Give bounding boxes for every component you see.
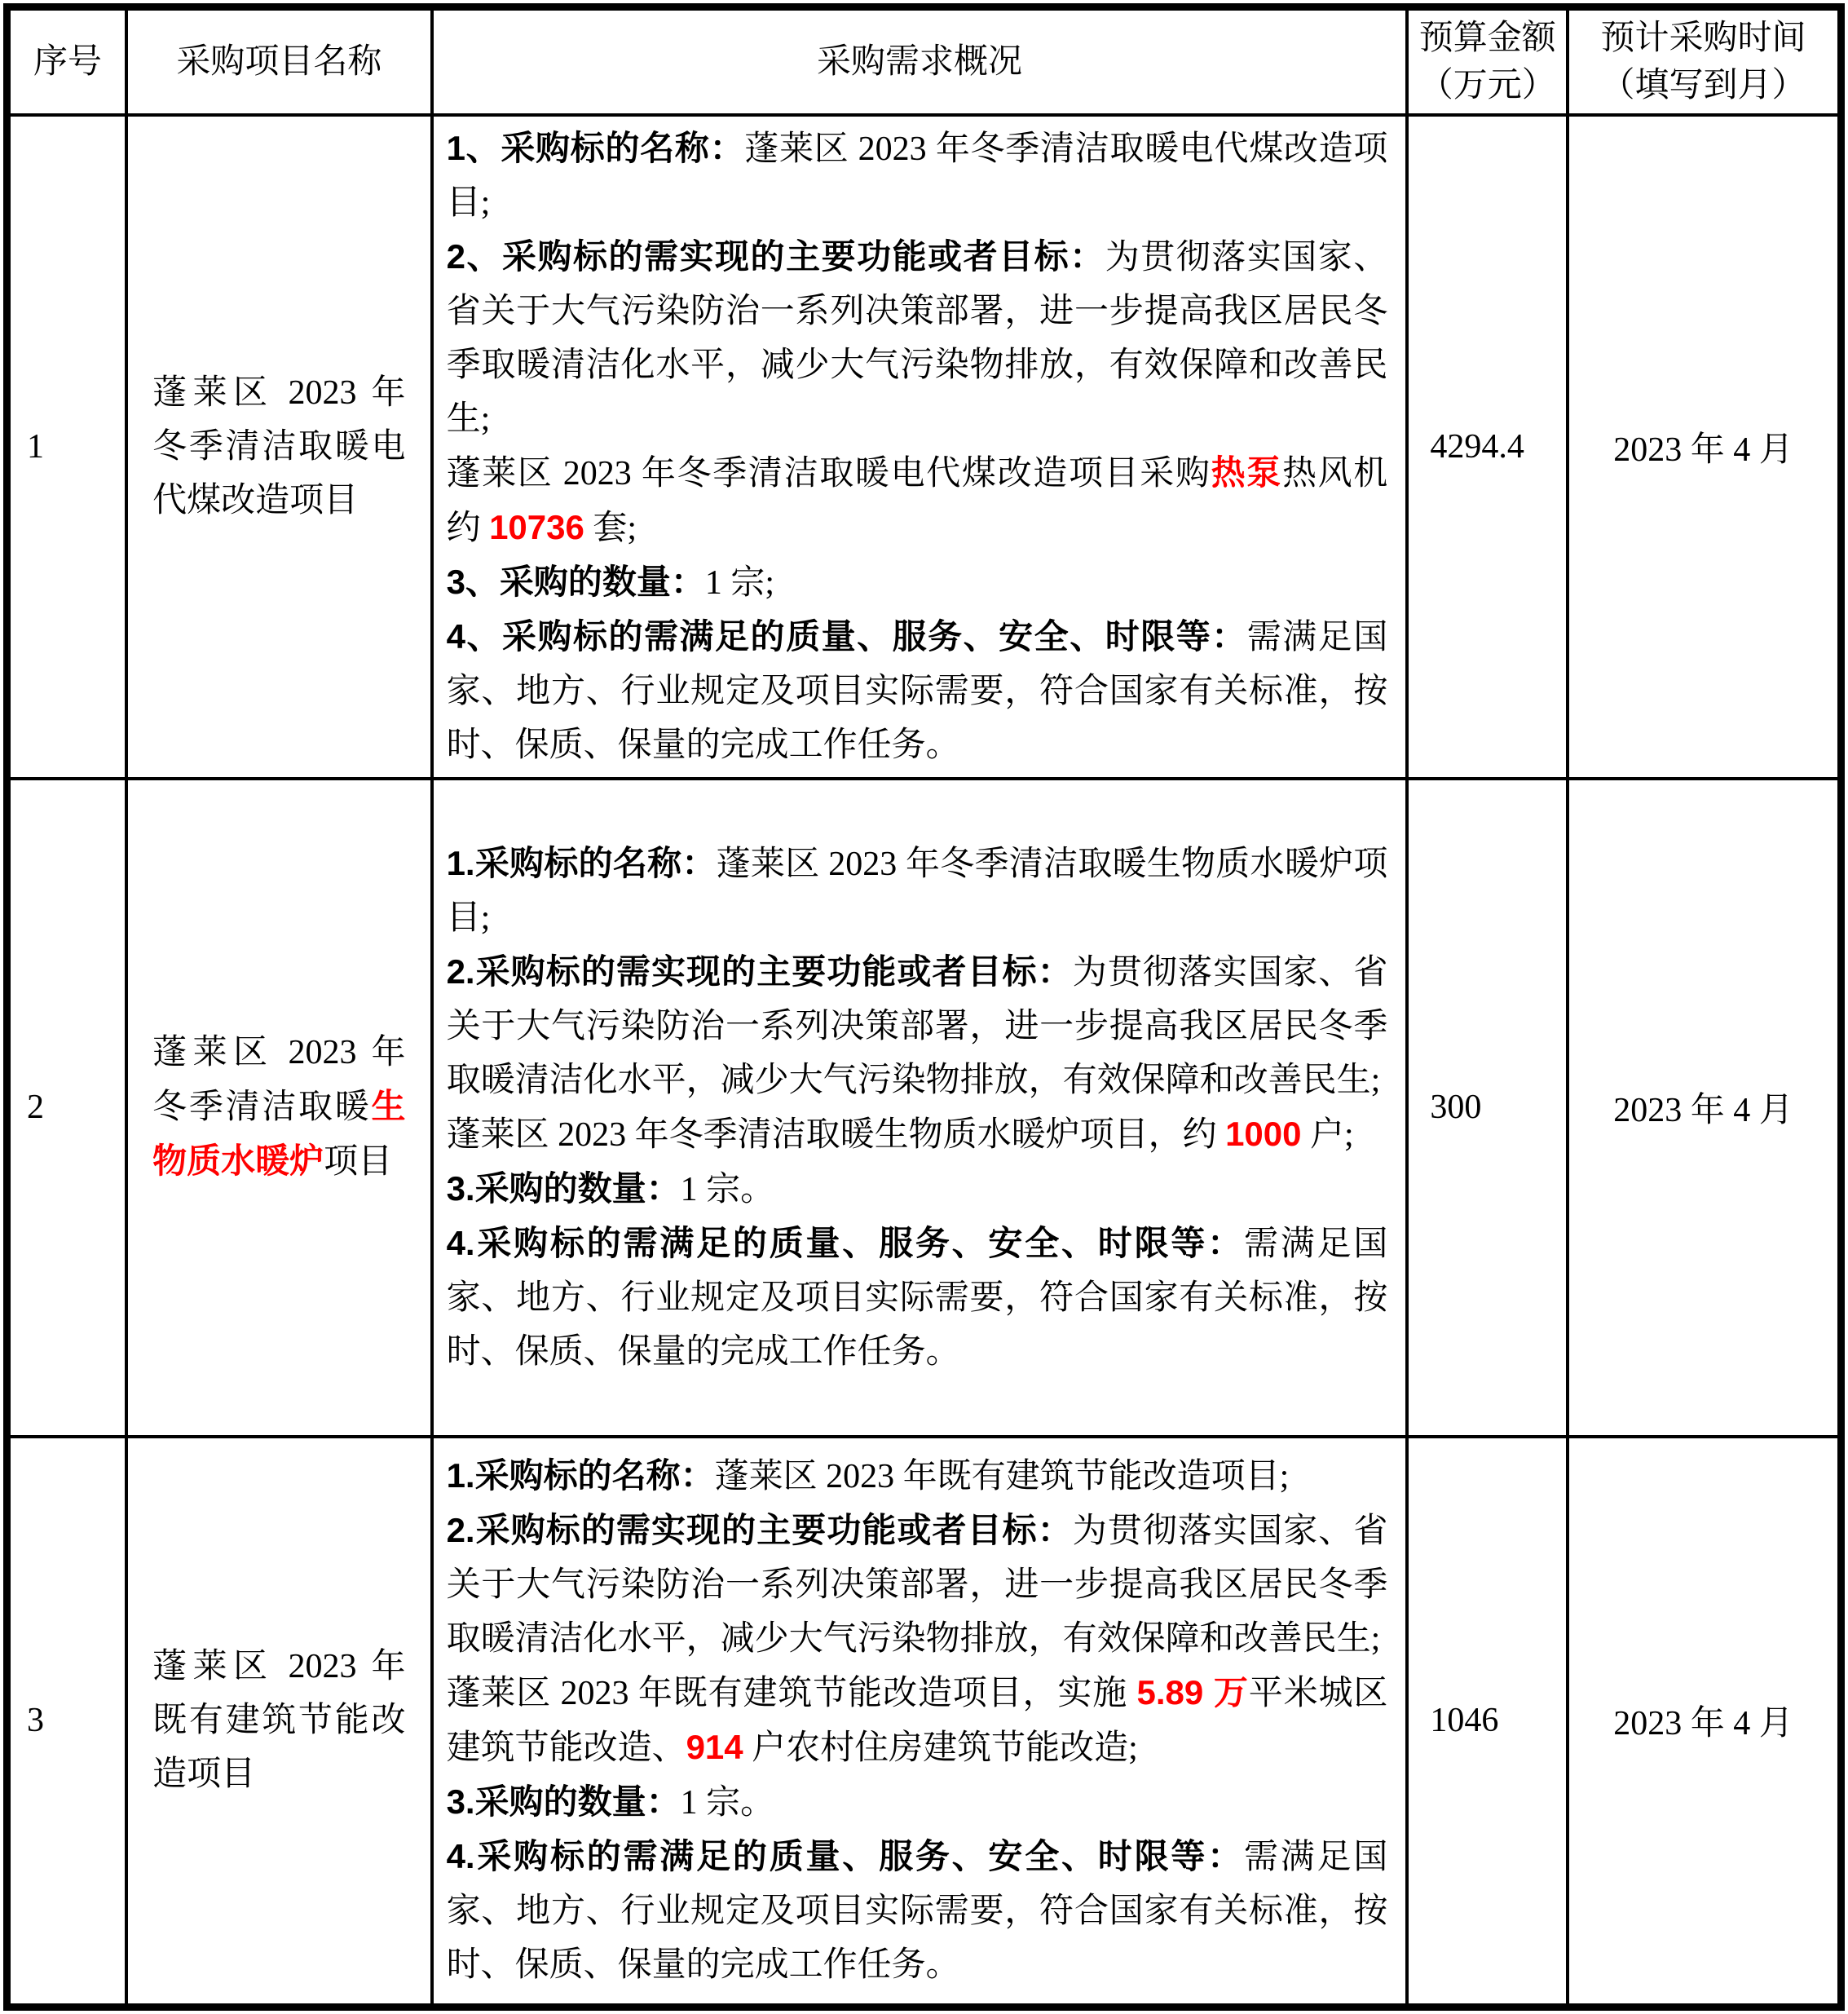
- text-segment: 为贯彻落实国家、省关于大气污染防治一系列决策部署，进一步提高我区居民冬季取暖清洁化水平，减少大气污染物排放，有效保障和改善民生;: [446, 953, 1388, 1099]
- highlighted-text-segment: 热泵: [1211, 453, 1282, 492]
- text-segment: 蓬莱区 2023 年冬季清洁取暖电代煤改造项目: [152, 373, 406, 519]
- project-name-cell: [126, 779, 431, 1437]
- column-header-serial: 序号: [7, 7, 127, 115]
- overview-paragraph: [447, 945, 1388, 1107]
- text-segment: 户;: [1301, 1115, 1354, 1154]
- project-name-cell: [126, 1437, 431, 2007]
- time-header-line2: （填写到月）: [1600, 66, 1806, 104]
- overview-paragraph: [447, 121, 1388, 230]
- text-segment: 1 宗。: [680, 1784, 775, 1822]
- project-name-text: [152, 1026, 405, 1189]
- text-segment: 需满足国家、地方、行业规定及项目实际需要，符合国家有关标准，按时、保质、保量的完成工作任务。: [446, 618, 1388, 764]
- budget-header-line2: （万元）: [1418, 66, 1556, 104]
- overview-paragraph: [447, 230, 1388, 446]
- bold-label-segment: 4.采购标的需满足的质量、服务、安全、时限等：: [446, 1223, 1244, 1262]
- time-cell: 2023 年 4 月: [1568, 779, 1841, 1437]
- text-segment: 蓬莱区 2023 年冬季清洁取暖生物质水暖炉项目;: [446, 845, 1388, 937]
- text-segment: 1 宗。: [680, 1170, 775, 1208]
- overview-paragraph: [447, 610, 1388, 772]
- column-header-project-name: 采购项目名称: [126, 7, 431, 115]
- overview-paragraph: [447, 1162, 1388, 1217]
- project-name-text: [152, 366, 405, 528]
- text-segment: 蓬莱区 2023 年冬季清洁取暖电代煤改造项目采购: [446, 454, 1211, 492]
- table-row: [7, 115, 1841, 779]
- time-cell: 2023 年 4 月: [1568, 115, 1841, 779]
- bold-label-segment: 2.采购标的需实现的主要功能或者目标：: [446, 1511, 1073, 1550]
- overview-paragraph: [447, 837, 1388, 945]
- budget-header-line1: 预算金额: [1418, 19, 1556, 57]
- highlighted-text-segment: 生物质水暖炉: [152, 1087, 406, 1180]
- text-segment: 蓬莱区 2023 年冬季清洁取暖生物质水暖炉项目，约: [446, 1115, 1226, 1154]
- text-segment: 项目: [324, 1143, 393, 1181]
- bold-label-segment: 2.采购标的需实现的主要功能或者目标：: [446, 952, 1073, 991]
- bold-label-segment: 3.采购的数量：: [446, 1782, 681, 1822]
- highlighted-text-segment: 914: [686, 1728, 743, 1767]
- overview-cell: [432, 1437, 1408, 2007]
- text-segment: 户农村住房建筑节能改造;: [743, 1729, 1138, 1768]
- time-cell: 2023 年 4 月: [1568, 1437, 1841, 2007]
- bold-label-segment: 3、采购的数量：: [446, 562, 705, 601]
- budget-cell: 300: [1407, 779, 1568, 1437]
- text-segment: 为贯彻落实国家、省关于大气污染防治一系列决策部署，进一步提高我区居民冬季取暖清洁化水平，减少大气污染物排放，有效保障和改善民生;: [446, 238, 1388, 438]
- time-header-line1: 预计采购时间: [1600, 19, 1806, 57]
- overview-cell: [432, 115, 1408, 779]
- text-segment: 蓬莱区 2023 年冬季清洁取暖: [152, 1034, 406, 1126]
- procurement-table: [3, 3, 1845, 2011]
- text-segment: 平米城区建筑节能改造、: [446, 1675, 1388, 1768]
- overview-paragraph: [447, 1449, 1388, 1504]
- overview-paragraph: [447, 1504, 1388, 1666]
- serial-cell: 2: [7, 779, 127, 1437]
- overview-paragraph: [447, 446, 1388, 555]
- bold-label-segment: 4.采购标的需满足的质量、服务、安全、时限等：: [446, 1837, 1244, 1876]
- bold-label-segment: 1.采购标的名称：: [446, 1456, 715, 1495]
- text-segment: 蓬莱区 2023 年既有建筑节能改造项目;: [714, 1458, 1290, 1496]
- text-segment: 套;: [584, 509, 637, 547]
- column-header-overview: 采购需求概况: [432, 7, 1408, 115]
- text-segment: 需满足国家、地方、行业规定及项目实际需要，符合国家有关标准，按时、保质、保量的完成工作任务。: [446, 1225, 1388, 1371]
- overview-paragraph: [447, 1107, 1388, 1162]
- highlighted-text-segment: 1000: [1225, 1114, 1302, 1153]
- highlighted-text-segment: 5.89 万: [1136, 1673, 1249, 1712]
- text-segment: 为贯彻落实国家、省关于大气污染防治一系列决策部署，进一步提高我区居民冬季取暖清洁化水平，减少大气污染物排放，有效保障和改善民生;: [446, 1513, 1388, 1658]
- text-segment: 蓬莱区 2023 年既有建筑节能改造项目，实施: [446, 1675, 1137, 1713]
- budget-cell: 1046: [1407, 1437, 1568, 2007]
- bold-label-segment: 2、采购标的需实现的主要功能或者目标：: [446, 236, 1105, 276]
- project-name-cell: [126, 115, 431, 779]
- serial-cell: 1: [7, 115, 127, 779]
- bold-label-segment: 4、采购标的需满足的质量、服务、安全、时限等：: [446, 616, 1247, 656]
- column-header-time: [1568, 7, 1841, 115]
- table-row: [7, 1437, 1841, 2007]
- overview-paragraph: [447, 1775, 1388, 1830]
- overview-cell: [432, 779, 1408, 1437]
- bold-label-segment: 1、采购标的名称：: [446, 128, 745, 167]
- table-row: [7, 779, 1841, 1437]
- text-segment: 1 宗;: [704, 563, 775, 602]
- overview-paragraph: [447, 1666, 1388, 1775]
- overview-paragraph: [447, 1217, 1388, 1379]
- serial-cell: 3: [7, 1437, 127, 2007]
- highlighted-text-segment: 10736: [489, 507, 584, 546]
- bold-label-segment: 1.采购标的名称：: [446, 843, 717, 882]
- text-segment: 热风机约: [446, 454, 1388, 547]
- overview-paragraph: [447, 1830, 1388, 1992]
- overview-paragraph: [447, 555, 1388, 610]
- column-header-budget: [1407, 7, 1568, 115]
- header-row: [7, 7, 1841, 115]
- project-name-text: [152, 1640, 405, 1801]
- text-segment: 需满足国家、地方、行业规定及项目实际需要，符合国家有关标准，按时、保质、保量的完成工作任务。: [446, 1839, 1388, 1985]
- bold-label-segment: 3.采购的数量：: [446, 1168, 681, 1208]
- text-segment: 蓬莱区 2023 年既有建筑节能改造项目: [152, 1648, 406, 1794]
- budget-cell: 4294.4: [1407, 115, 1568, 779]
- text-segment: 蓬莱区 2023 年冬季清洁取暖电代煤改造项目;: [446, 130, 1388, 222]
